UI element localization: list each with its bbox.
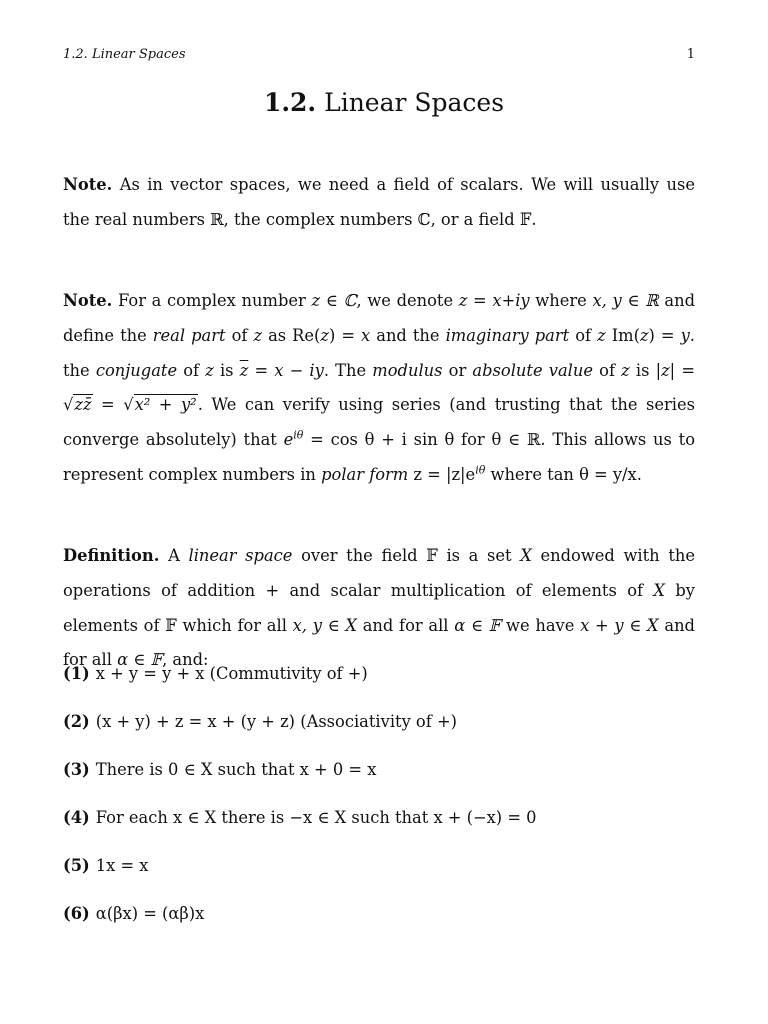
text-run: ) = [328,325,362,345]
text-run: and for all [63,615,695,670]
axiom-text: x + y = y + x (Commutivity of +) [95,664,368,683]
math-run: iθ [475,463,486,477]
text-run: For a complex number [112,291,312,310]
text-run: Im( [605,325,640,345]
text-run: by elements of 𝔽 which for all [63,580,695,635]
section-heading [0,88,768,117]
axiom-label: (2) [63,712,90,731]
text-run: | = √ [63,360,695,415]
text-run: z = |z|e [408,464,476,484]
definition-paragraph [63,539,695,678]
section-number: 1.2. [263,88,317,117]
math-run: z [621,360,630,380]
text-run: ) = [648,325,681,345]
text-run: of [569,325,598,345]
axiom-label: (6) [63,904,90,923]
note-paragraph-1 [63,168,695,238]
math-run: α ∈ 𝔽 [454,615,501,635]
math-run: x − iy [274,360,324,380]
emphasis-run: absolute value [472,360,593,380]
running-title: 1.2. Linear Spaces [63,47,186,62]
emphasis-run: modulus [372,360,443,380]
emphasis-run: conjugate [95,360,178,380]
text-run: and for all [357,615,455,635]
section-title: Linear Spaces [324,88,505,117]
emphasis-run: real part [152,325,226,345]
math-run: x + y ∈ X [580,615,659,635]
text-run: , and: [162,650,209,670]
axiom-text: There is 0 ∈ X such that x + 0 = x [95,760,377,779]
axiom-item [63,758,695,782]
math-run: x, y ∈ X [292,615,357,635]
math-run: z [639,325,649,345]
axiom-label: (5) [63,856,90,875]
text-run: is [213,360,240,380]
text-run: of [592,360,622,380]
math-run: iθ [293,428,304,442]
text-run: as Re( [262,325,321,345]
text-run: and the [370,325,446,345]
math-run: e [283,430,294,450]
math-run: α ∈ 𝔽 [117,650,163,670]
axiom-item [63,854,695,878]
emphasis-run: imaginary part [445,325,570,345]
math-run: x, y ∈ ℝ [592,291,659,310]
text-run: or [442,360,473,380]
math-run: z [597,325,606,345]
emphasis-run: linear space [188,546,293,565]
axiom-text: 1x = x [95,856,149,875]
math-run: X [520,546,532,565]
axiom-item [63,710,695,734]
note-label: Note. [63,175,113,194]
text-run: over the field 𝔽 is a set [292,546,521,565]
axiom-label: (1) [63,664,90,683]
text-run: endowed with the operations of addition + and scalar multiplication of elements of [63,546,695,600]
math-run: z [320,325,329,345]
running-header [63,47,695,62]
text-run: we have [500,615,581,635]
text-run: A [159,546,189,565]
math-run: X [653,580,665,600]
note-paragraph-2 [63,284,695,493]
text-run: = [248,360,275,380]
math-run: z [661,360,670,380]
text-run: = √ [92,395,134,415]
text-run: where tan θ = y/x. [485,464,642,484]
text-run: of [177,360,206,380]
definition-label: Definition. [63,546,160,565]
math-run: zz̄ [74,395,92,415]
text-run: = cos θ + i sin θ for θ ∈ ℝ. This allows us to represent complex numbers in [63,430,695,484]
axiom-text: (x + y) + z = x + (y + z) (Associativity of +) [95,712,457,731]
axiom-item [63,902,695,926]
axiom-text: α(βx) = (αβ)x [95,904,205,923]
axiom-label: (4) [63,808,90,827]
math-run: z = x+iy [458,291,530,310]
note-text: As in vector spaces, we need a field of scalars. We will usually use the real numbers ℝ, the complex numbers ℂ, or a field 𝔽. [63,175,695,229]
math-run: $\overline{z}$ [239,360,249,380]
text-run: and define the [63,291,695,345]
math-run: y [680,325,690,345]
text-run: is | [629,360,662,380]
text-run: . We can verify using series (and trusting that the series converge absolutely) that [63,395,695,450]
text-run: . the [63,325,695,380]
text-run: of [225,325,254,345]
math-run: z [205,360,214,380]
axiom-item [63,806,695,830]
axiom-text: For each x ∈ X there is −x ∈ X such that x + (−x) = 0 [95,808,537,827]
text-run: , we denote [356,291,459,310]
page-number: 1 [686,47,695,62]
math-run: z [253,325,263,345]
text-run: where [529,291,593,310]
note-label: Note. [63,291,113,310]
math-run: x [361,325,371,345]
text-run: . The [323,360,373,380]
axiom-item [63,662,695,686]
math-run: x² + y² [134,395,197,415]
emphasis-run: polar form [321,464,409,484]
axiom-label: (3) [63,760,90,779]
math-run: z ∈ ℂ [311,291,357,310]
